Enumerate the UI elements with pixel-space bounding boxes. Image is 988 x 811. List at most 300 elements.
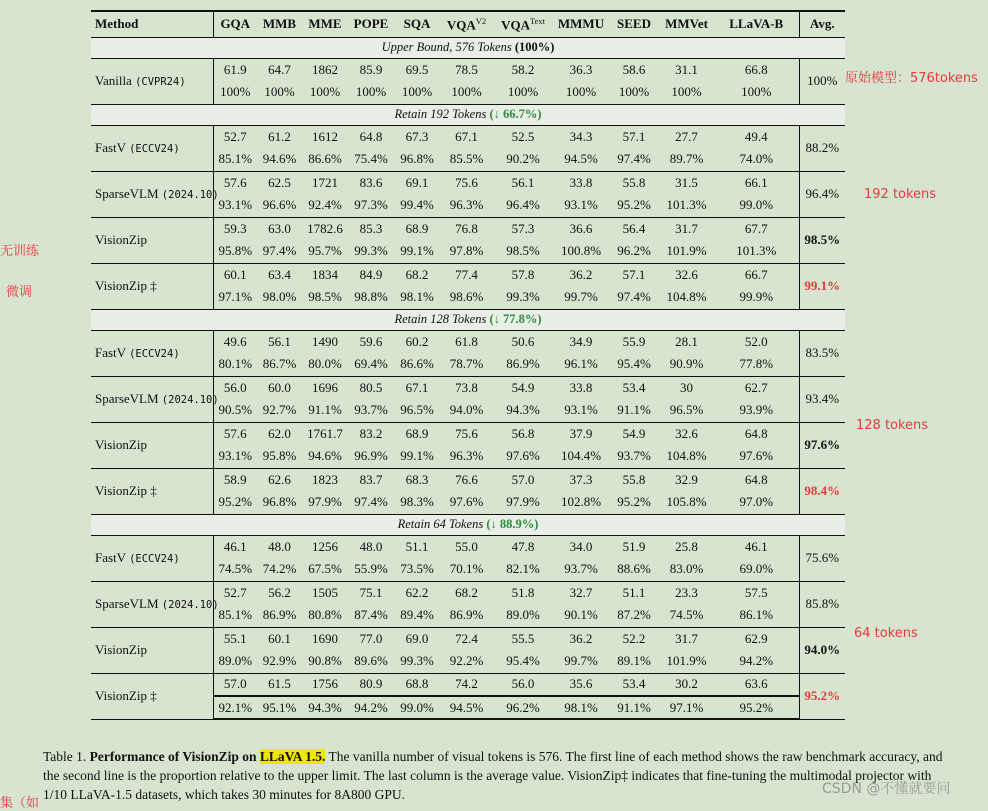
results-table [91,10,845,720]
caption-label: Table 1. [43,749,87,764]
relative-score-cell: 100% [394,81,440,104]
raw-score-cell: 73.8 [455,379,478,395]
average-cell: 85.8% [799,581,845,627]
relative-score-cell: 86.9% [493,353,553,376]
table-caption [43,747,943,804]
relative-score-cell: 99.4% [394,194,440,217]
column-header-superscript: Text [529,15,545,26]
relative-score-cell: 100% [213,81,257,104]
method-name: VisionZip [95,642,147,657]
annotation-finetune: 微调 [6,285,33,300]
relative-score-cell: 97.1% [213,286,257,309]
relative-score-cell: 90.8% [302,650,348,673]
raw-score-cell: 64.8 [744,471,768,487]
relative-score-cell: 102.8% [553,491,609,514]
column-header-label: VQA [446,16,476,32]
relative-score-cell: 74.2% [257,558,302,581]
raw-score-cell: 33.8 [569,174,593,190]
raw-score-cell: 57.6 [223,425,247,441]
relative-score-cell: 94.2% [714,650,799,673]
average-cell: 93.4% [799,376,845,422]
raw-score-cell: 68.8 [394,673,440,696]
raw-score-cell: 55.9 [622,333,646,349]
raw-score-cell: 61.2 [268,128,291,144]
section-header-row [91,514,845,535]
column-header-4 [348,11,394,37]
section-percent: (↓ 66.7%) [489,107,542,121]
average-cell: 75.6% [799,535,845,581]
raw-score-cell: 1756 [302,673,348,696]
section-header [91,37,845,58]
raw-score-cell: 74.2 [440,673,493,696]
relative-score-cell: 85.1% [213,148,257,171]
raw-score-cell: 1823 [312,471,338,487]
section-header [91,309,845,330]
relative-score-cell: 94.5% [440,696,493,719]
relative-score-cell: 94.3% [493,399,553,422]
raw-score-cell: 53.4 [609,673,659,696]
raw-score-cell: 83.2 [359,425,383,441]
raw-score-cell: 52.5 [511,128,535,144]
raw-score-cell: 56.8 [511,425,535,441]
table-row-raw [91,468,845,491]
relative-score-cell: 97.3% [348,194,394,217]
relative-score-cell: 93.1% [553,399,609,422]
section-header [91,514,845,535]
relative-score-cell: 101.3% [714,240,799,263]
relative-score-cell: 99.1% [394,445,440,468]
relative-score-cell: 73.5% [394,558,440,581]
raw-score-cell: 57.8 [511,266,535,282]
annotation-192: 192 tokens [864,187,937,202]
relative-score-cell: 89.7% [659,148,714,171]
table-row-raw [91,422,845,445]
method-name: SparseVLM [95,186,159,201]
relative-score-cell: 100% [348,81,394,104]
raw-score-cell: 62.7 [744,379,768,395]
average-cell: 99.1% [799,263,845,309]
raw-score-cell: 47.8 [511,538,535,554]
relative-score-cell: 80.1% [213,353,257,376]
relative-score-cell: 100% [714,81,799,104]
relative-score-cell: 95.8% [213,240,257,263]
table-row-raw [91,171,845,194]
raw-score-cell: 32.9 [675,471,698,487]
raw-score-cell: 52.2 [622,630,646,646]
relative-score-cell: 88.6% [609,558,659,581]
column-header-label: MMMU [557,16,605,32]
method-cell [91,422,213,468]
raw-score-cell: 46.1 [223,538,247,554]
raw-score-cell: 62.6 [268,471,291,487]
method-name: VisionZip ‡ [95,688,157,703]
raw-score-cell: 51.1 [405,538,429,554]
method-name: VisionZip [95,232,147,247]
relative-score-cell: 94.6% [302,445,348,468]
raw-score-cell: 51.8 [511,584,535,600]
section-percent: (↓ 88.9%) [486,517,539,531]
raw-score-cell: 56.4 [622,220,646,236]
raw-score-cell: 1490 [312,333,338,349]
relative-score-cell: 85.5% [440,148,493,171]
raw-score-cell: 78.5 [455,61,478,77]
raw-score-cell: 80.5 [359,379,383,395]
average-cell: 88.2% [799,125,845,171]
relative-score-cell: 104.4% [553,445,609,468]
relative-score-cell: 100.8% [553,240,609,263]
relative-score-cell: 100% [440,81,493,104]
raw-score-cell: 76.8 [455,220,478,236]
relative-score-cell: 96.5% [394,399,440,422]
raw-score-cell: 1761.7 [307,425,343,441]
relative-score-cell: 93.7% [609,445,659,468]
raw-score-cell: 52.7 [223,584,247,600]
raw-score-cell: 67.3 [405,128,429,144]
raw-score-cell: 57.0 [213,673,257,696]
raw-score-cell: 68.9 [405,425,429,441]
relative-score-cell: 87.4% [348,604,394,627]
column-header-5 [394,11,440,37]
average-cell: 98.5% [799,217,845,263]
method-venue: (ECCV24) [129,348,180,360]
table-row-raw [91,125,845,148]
method-cell [91,125,213,171]
column-header-1 [213,11,257,37]
relative-score-cell: 93.1% [213,445,257,468]
average-cell: 100% [799,58,845,104]
raw-score-cell: 54.9 [511,379,535,395]
column-header-label: VQA [501,16,530,32]
relative-score-cell: 93.7% [553,558,609,581]
raw-score-cell: 58.6 [622,61,646,77]
relative-score-cell: 91.1% [302,399,348,422]
raw-score-cell: 69.5 [405,61,429,77]
raw-score-cell: 68.2 [455,584,478,600]
raw-score-cell: 55.8 [622,471,646,487]
relative-score-cell: 91.1% [609,399,659,422]
method-name: Vanilla [95,73,132,88]
raw-score-cell: 1696 [312,379,338,395]
raw-score-cell: 52.0 [744,333,768,349]
raw-score-cell: 75.6 [455,174,478,190]
relative-score-cell: 82.1% [493,558,553,581]
column-header-label: LLaVA-B [729,16,784,32]
raw-score-cell: 56.0 [493,673,553,696]
relative-score-cell: 95.7% [302,240,348,263]
relative-score-cell: 74.5% [213,558,257,581]
method-cell [91,673,213,719]
relative-score-cell: 97.4% [609,148,659,171]
raw-score-cell: 62.0 [268,425,291,441]
relative-score-cell: 89.0% [493,604,553,627]
table-row-raw [91,217,845,240]
relative-score-cell: 92.4% [302,194,348,217]
relative-score-cell: 100% [257,81,302,104]
raw-score-cell: 63.4 [268,266,291,282]
relative-score-cell: 85.1% [213,604,257,627]
caption-bold-prefix: Performance of VisionZip on [89,749,260,764]
average-cell: 96.4% [799,171,845,217]
relative-score-cell: 105.8% [659,491,714,514]
column-header-10 [659,11,714,37]
relative-score-cell: 95.2% [609,194,659,217]
raw-score-cell: 32.7 [569,584,593,600]
relative-score-cell: 86.6% [302,148,348,171]
raw-score-cell: 33.8 [569,379,593,395]
relative-score-cell: 98.5% [493,240,553,263]
raw-score-cell: 84.9 [359,266,383,282]
raw-score-cell: 52.7 [223,128,247,144]
relative-score-cell: 100% [302,81,348,104]
raw-score-cell: 63.6 [714,673,799,696]
raw-score-cell: 61.9 [223,61,247,77]
method-venue: (2024.10) [161,599,219,611]
relative-score-cell: 86.7% [257,353,302,376]
table-row-raw [91,627,845,650]
relative-score-cell: 80.0% [302,353,348,376]
method-name: FastV [95,345,126,360]
raw-score-cell: 57.6 [223,174,247,190]
column-header-3 [302,11,348,37]
table-row-raw [91,673,845,696]
column-header-label: MMVet [665,16,708,32]
relative-score-cell: 97.6% [714,445,799,468]
relative-score-cell: 93.9% [714,399,799,422]
relative-score-cell: 90.2% [493,148,553,171]
column-header-0 [91,11,213,37]
raw-score-cell: 61.5 [257,673,302,696]
relative-score-cell: 100% [659,81,714,104]
raw-score-cell: 32.6 [675,425,698,441]
method-name: SparseVLM [95,596,159,611]
method-name: VisionZip ‡ [95,483,157,498]
relative-score-cell: 90.1% [553,604,609,627]
annotation-original: 原始模型：576tokens [845,71,978,86]
section-label: Retain 192 Tokens [394,107,487,121]
relative-score-cell: 104.8% [659,445,714,468]
raw-score-cell: 56.1 [268,333,291,349]
raw-score-cell: 56.2 [268,584,291,600]
annotation-64: 64 tokens [854,626,918,641]
raw-score-cell: 75.1 [359,584,383,600]
column-header-label: MMB [262,16,297,32]
relative-score-cell: 97.4% [348,491,394,514]
method-cell [91,581,219,627]
raw-score-cell: 59.3 [223,220,247,236]
column-header-superscript: V2 [475,15,487,26]
relative-score-cell: 104.8% [659,286,714,309]
raw-score-cell: 83.6 [359,174,383,190]
method-name: SparseVLM [95,391,159,406]
relative-score-cell: 101.3% [659,194,714,217]
raw-score-cell: 32.6 [675,266,698,282]
raw-score-cell: 85.3 [359,220,383,236]
raw-score-cell: 48.0 [359,538,383,554]
section-header-row [91,37,845,58]
relative-score-cell: 99.7% [553,286,609,309]
raw-score-cell: 76.6 [455,471,478,487]
raw-score-cell: 34.9 [569,333,593,349]
raw-score-cell: 56.1 [511,174,535,190]
relative-score-cell: 96.1% [553,353,609,376]
raw-score-cell: 27.7 [675,128,698,144]
relative-score-cell: 55.9% [348,558,394,581]
table-row-raw [91,581,845,604]
raw-score-cell: 34.0 [569,538,593,554]
relative-score-cell: 95.2% [609,491,659,514]
relative-score-cell: 100% [609,81,659,104]
relative-score-cell: 69.0% [714,558,799,581]
raw-score-cell: 50.6 [511,333,535,349]
relative-score-cell: 70.1% [440,558,493,581]
raw-score-cell: 51.9 [622,538,646,554]
relative-score-cell: 98.1% [394,286,440,309]
relative-score-cell: 75.4% [348,148,394,171]
raw-score-cell: 63.0 [268,220,291,236]
relative-score-cell: 97.1% [659,696,714,719]
relative-score-cell: 98.3% [394,491,440,514]
raw-score-cell: 69.1 [405,174,429,190]
column-header-9 [609,11,659,37]
caption-highlight: LLaVA 1.5. [259,749,326,764]
raw-score-cell: 30 [680,379,693,395]
relative-score-cell: 94.2% [348,696,394,719]
raw-score-cell: 58.2 [511,61,535,77]
relative-score-cell: 96.4% [493,194,553,217]
raw-score-cell: 69.0 [405,630,429,646]
relative-score-cell: 97.9% [302,491,348,514]
relative-score-cell: 95.2% [213,491,257,514]
relative-score-cell: 89.6% [348,650,394,673]
relative-score-cell: 96.5% [659,399,714,422]
relative-score-cell: 100% [493,81,553,104]
relative-score-cell: 95.4% [609,353,659,376]
relative-score-cell: 96.9% [348,445,394,468]
relative-score-cell: 93.7% [348,399,394,422]
relative-score-cell: 98.0% [257,286,302,309]
relative-score-cell: 94.5% [553,148,609,171]
raw-score-cell: 55.8 [622,174,646,190]
raw-score-cell: 34.3 [569,128,593,144]
relative-score-cell: 93.1% [553,194,609,217]
relative-score-cell: 92.2% [440,650,493,673]
raw-score-cell: 1862 [312,61,338,77]
column-header-6 [440,11,493,37]
relative-score-cell: 97.0% [714,491,799,514]
raw-score-cell: 55.5 [511,630,535,646]
table-row-raw [91,58,845,81]
relative-score-cell: 99.7% [553,650,609,673]
relative-score-cell: 95.2% [714,696,799,719]
relative-score-cell: 96.6% [257,194,302,217]
relative-score-cell: 96.8% [257,491,302,514]
column-header-11 [714,11,799,37]
relative-score-cell: 99.1% [394,240,440,263]
method-name: VisionZip ‡ [95,278,157,293]
column-header-label: SEED [617,16,651,32]
raw-score-cell: 83.7 [359,471,383,487]
raw-score-cell: 64.8 [359,128,383,144]
raw-score-cell: 31.7 [675,630,698,646]
raw-score-cell: 30.2 [659,673,714,696]
section-percent: (100%) [514,40,555,54]
method-cell [91,330,213,376]
raw-score-cell: 77.4 [455,266,478,282]
relative-score-cell: 98.8% [348,286,394,309]
raw-score-cell: 67.1 [455,128,478,144]
method-cell [91,627,213,673]
raw-score-cell: 37.3 [569,471,593,487]
relative-score-cell: 97.4% [609,286,659,309]
raw-score-cell: 36.6 [569,220,593,236]
raw-score-cell: 60.2 [405,333,429,349]
raw-score-cell: 1612 [312,128,338,144]
column-header-12 [799,11,845,37]
raw-score-cell: 54.9 [622,425,646,441]
section-header [91,104,845,125]
relative-score-cell: 96.8% [394,148,440,171]
column-header-label: SQA [403,16,431,32]
table-row-raw [91,376,845,399]
raw-score-cell: 66.7 [744,266,768,282]
average-cell: 95.2% [799,673,845,719]
raw-score-cell: 49.4 [744,128,768,144]
raw-score-cell: 67.1 [405,379,429,395]
raw-score-cell: 68.9 [405,220,429,236]
method-name: VisionZip [95,437,147,452]
section-label: Retain 128 Tokens [394,312,487,326]
relative-score-cell: 99.3% [394,650,440,673]
raw-score-cell: 59.6 [359,333,383,349]
raw-score-cell: 36.2 [569,630,593,646]
raw-score-cell: 77.0 [359,630,383,646]
raw-score-cell: 49.6 [223,333,247,349]
relative-score-cell: 92.1% [213,696,257,719]
column-header-label: MME [308,16,342,32]
raw-score-cell: 68.2 [405,266,429,282]
raw-score-cell: 80.9 [348,673,394,696]
relative-score-cell: 97.6% [440,491,493,514]
relative-score-cell: 99.3% [348,240,394,263]
raw-score-cell: 1690 [312,630,338,646]
section-label: Upper Bound, 576 Tokens [381,40,512,54]
relative-score-cell: 98.5% [302,286,348,309]
watermark: CSDN @不懂就要问 [822,781,951,797]
raw-score-cell: 1782.6 [307,220,343,236]
column-header-7 [493,11,553,37]
raw-score-cell: 31.1 [675,61,698,77]
average-cell: 83.5% [799,330,845,376]
table-header-row [91,11,845,37]
raw-score-cell: 1834 [312,266,338,282]
relative-score-cell: 86.6% [394,353,440,376]
relative-score-cell: 99.3% [493,286,553,309]
raw-score-cell: 53.4 [622,379,646,395]
relative-score-cell: 89.1% [609,650,659,673]
raw-score-cell: 1256 [312,538,338,554]
relative-score-cell: 97.9% [493,491,553,514]
section-header-row [91,309,845,330]
relative-score-cell: 80.8% [302,604,348,627]
raw-score-cell: 51.1 [622,584,646,600]
relative-score-cell: 101.9% [659,240,714,263]
relative-score-cell: 92.7% [257,399,302,422]
average-cell: 94.0% [799,627,845,673]
raw-score-cell: 68.3 [405,471,429,487]
raw-score-cell: 31.5 [675,174,698,190]
raw-score-cell: 36.3 [569,61,593,77]
method-venue: (2024.10) [161,189,219,201]
